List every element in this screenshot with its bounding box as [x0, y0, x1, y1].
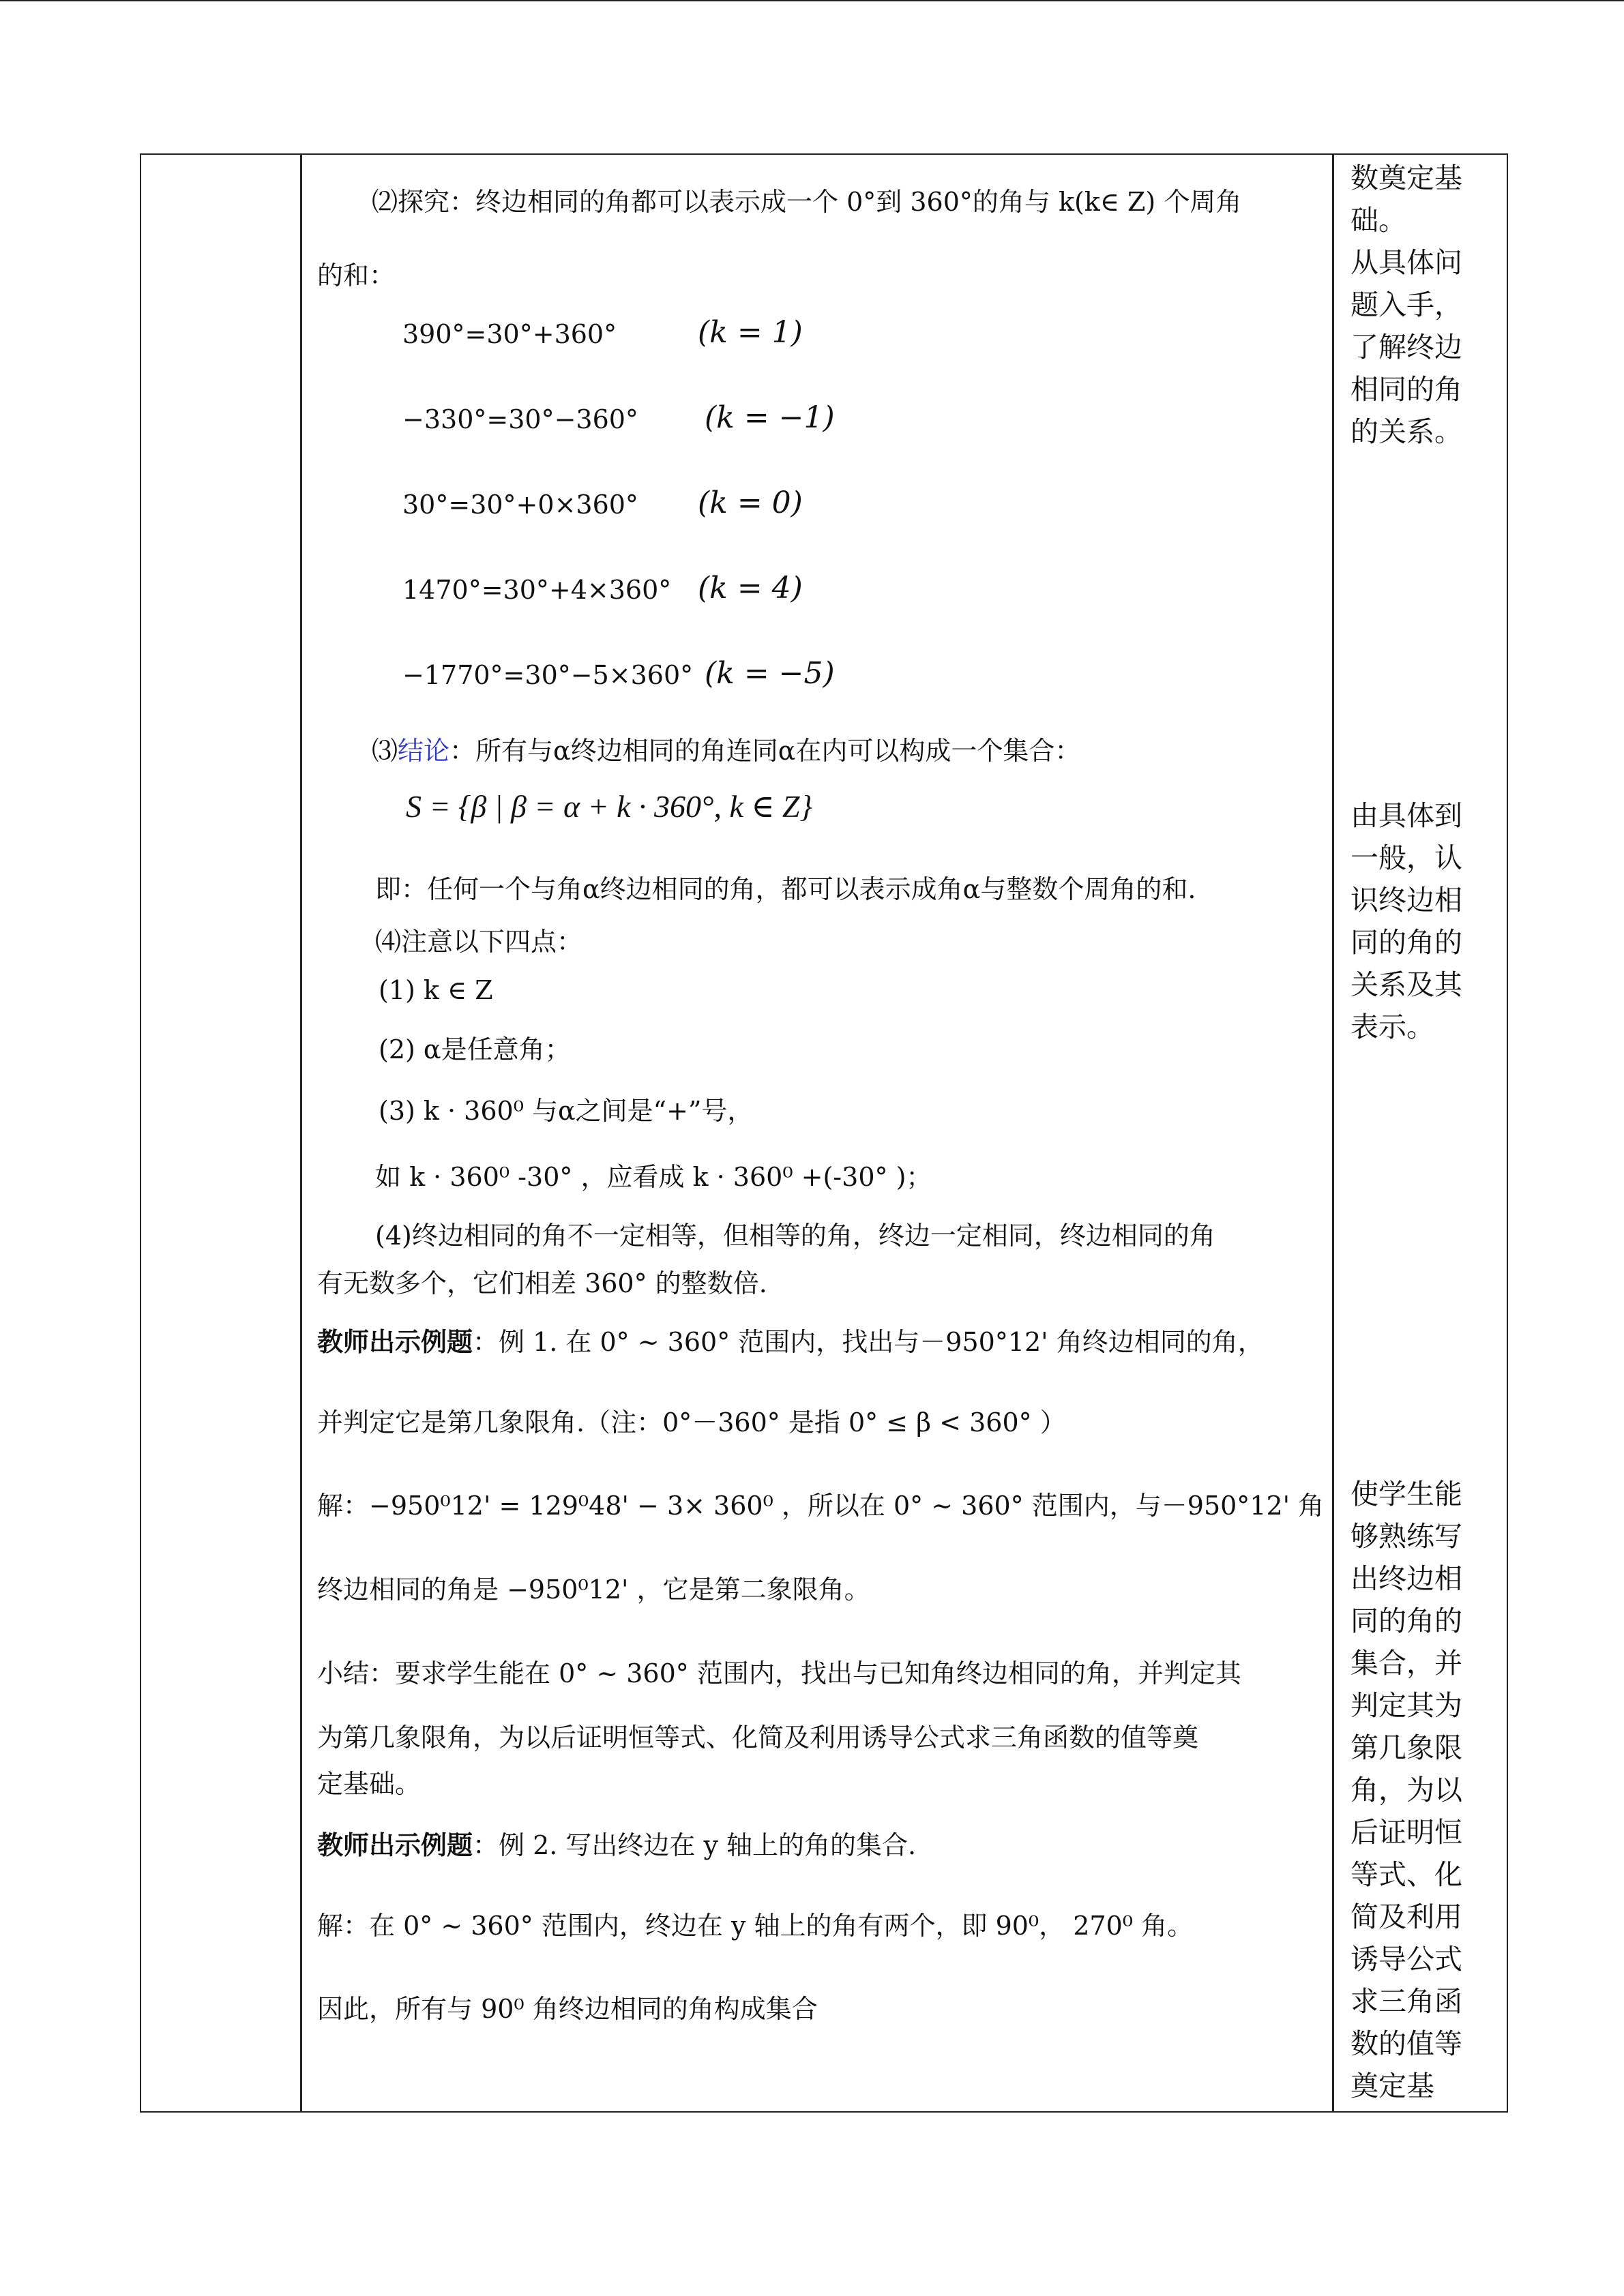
note-heading: ⑷注意以下四点：: [375, 927, 583, 957]
example2-text: ：例 2. 写出终边在 y 轴上的角的集合.: [473, 1830, 917, 1860]
example1-label: 教师出示例题: [317, 1326, 473, 1357]
example-k-5: (k = −5): [705, 656, 835, 691]
example1-line1: [317, 1321, 1264, 1358]
example-k-4: (k = 4): [698, 571, 803, 606]
design-intent-column: [1347, 153, 1490, 2113]
conclusion-number: ⑶: [372, 736, 398, 766]
example-equation-2: −330°=30°−360°: [402, 404, 638, 434]
example-k-1: (k = 1): [698, 315, 803, 350]
set-formula: S = {β | β = α + k · 360°, k ∈ Z}: [406, 789, 812, 824]
lesson-content-column: [317, 153, 1330, 2113]
note-item-3: (3) k · 360⁰ 与α之间是“+”号，: [379, 1096, 754, 1126]
example2-label: 教师出示例题: [317, 1830, 473, 1860]
solution1-line2: 终边相同的角是 −950⁰12' ，它是第二象限角。: [317, 1575, 870, 1605]
summary-line1: 小结：要求学生能在 0° ~ 360° 范围内，找出与已知角终边相同的角，并判定其: [317, 1658, 1241, 1688]
conclusion-label: 结论: [398, 736, 450, 766]
example2-line: [317, 1824, 916, 1862]
solution1-line1: 解：−950⁰12' = 129⁰48' − 3× 360⁰ ，所以在 0° ~ 360° 范围内，与－950°12' 角: [317, 1491, 1325, 1521]
column-divider-2: [1332, 153, 1334, 2113]
side-note-2: 由具体到 一般，认 识终边相 同的角的 关系及其 表示。: [1350, 799, 1462, 1043]
ie-paragraph: 即：任何一个与角α终边相同的角，都可以表示成角α与整数个周角的和.: [375, 874, 1196, 904]
side-note-3: 使学生能 够熟练写 出终边相 同的角的 集合，并 判定其为 第几象限 角，为以 后证明恒 等式、化 简及利用 诱导公式 求三角函 数的值等 奠定基: [1350, 1478, 1462, 2102]
summary-line2: 为第几象限角，为以后证明恒等式、化简及利用诱导公式求三角函数的值等奠: [317, 1723, 1199, 1753]
note-item-1: (1) k ∈ Z: [379, 975, 493, 1005]
example1-line2: 并判定它是第几象限角.（注：0°－360° 是指 0° ≤ β < 360° ）: [317, 1407, 1066, 1437]
note-item-2: (2) α是任意角；: [379, 1034, 571, 1064]
note-item-4-line1: (4)终边相同的角不一定相等，但相等的角，终边一定相同，终边相同的角: [375, 1221, 1215, 1251]
example-equation-3: 30°=30°+0×360°: [402, 490, 638, 520]
example-equation-1: 390°=30°+360°: [402, 319, 617, 349]
note-item-3-example: 如 k · 360⁰ -30° ，应看成 k · 360⁰ +(-30° )；: [375, 1162, 932, 1192]
side-note-1: 数奠定基 础。 从具体问 题入手， 了解终边 相同的角 的关系。: [1350, 162, 1462, 448]
example-equation-4: 1470°=30°+4×360°: [402, 575, 672, 605]
top-border-line: [0, 0, 1624, 1]
conclusion-text: ：所有与α终边相同的角连同α在内可以构成一个集合：: [449, 736, 1081, 766]
column-divider-1: [300, 153, 302, 2113]
solution2-conclusion: 因此，所有与 90⁰ 角终边相同的角构成集合: [317, 1994, 818, 2024]
note-item-4-line2: 有无数多个，它们相差 360° 的整数倍.: [317, 1268, 767, 1298]
example1-text: ：例 1. 在 0° ~ 360° 范围内，找出与－950°12' 角终边相同的角，: [473, 1327, 1264, 1357]
solution2-line: 解：在 0° ~ 360° 范围内，终边在 y 轴上的角有两个，即 90⁰， 270⁰ 角。: [317, 1911, 1194, 1941]
explore-paragraph-line1: ⑵探究：终边相同的角都可以表示成一个 0°到 360°的角与 k(k∈ Z) 个周角: [372, 187, 1242, 217]
example-k-3: (k = 0): [698, 486, 803, 520]
example-equation-5: −1770°=30°−5×360°: [402, 660, 694, 690]
conclusion-line: [372, 730, 1080, 767]
explore-paragraph-line2: 的和：: [317, 260, 396, 290]
summary-line3: 定基础。: [317, 1769, 422, 1799]
example-k-2: (k = −1): [705, 400, 835, 435]
